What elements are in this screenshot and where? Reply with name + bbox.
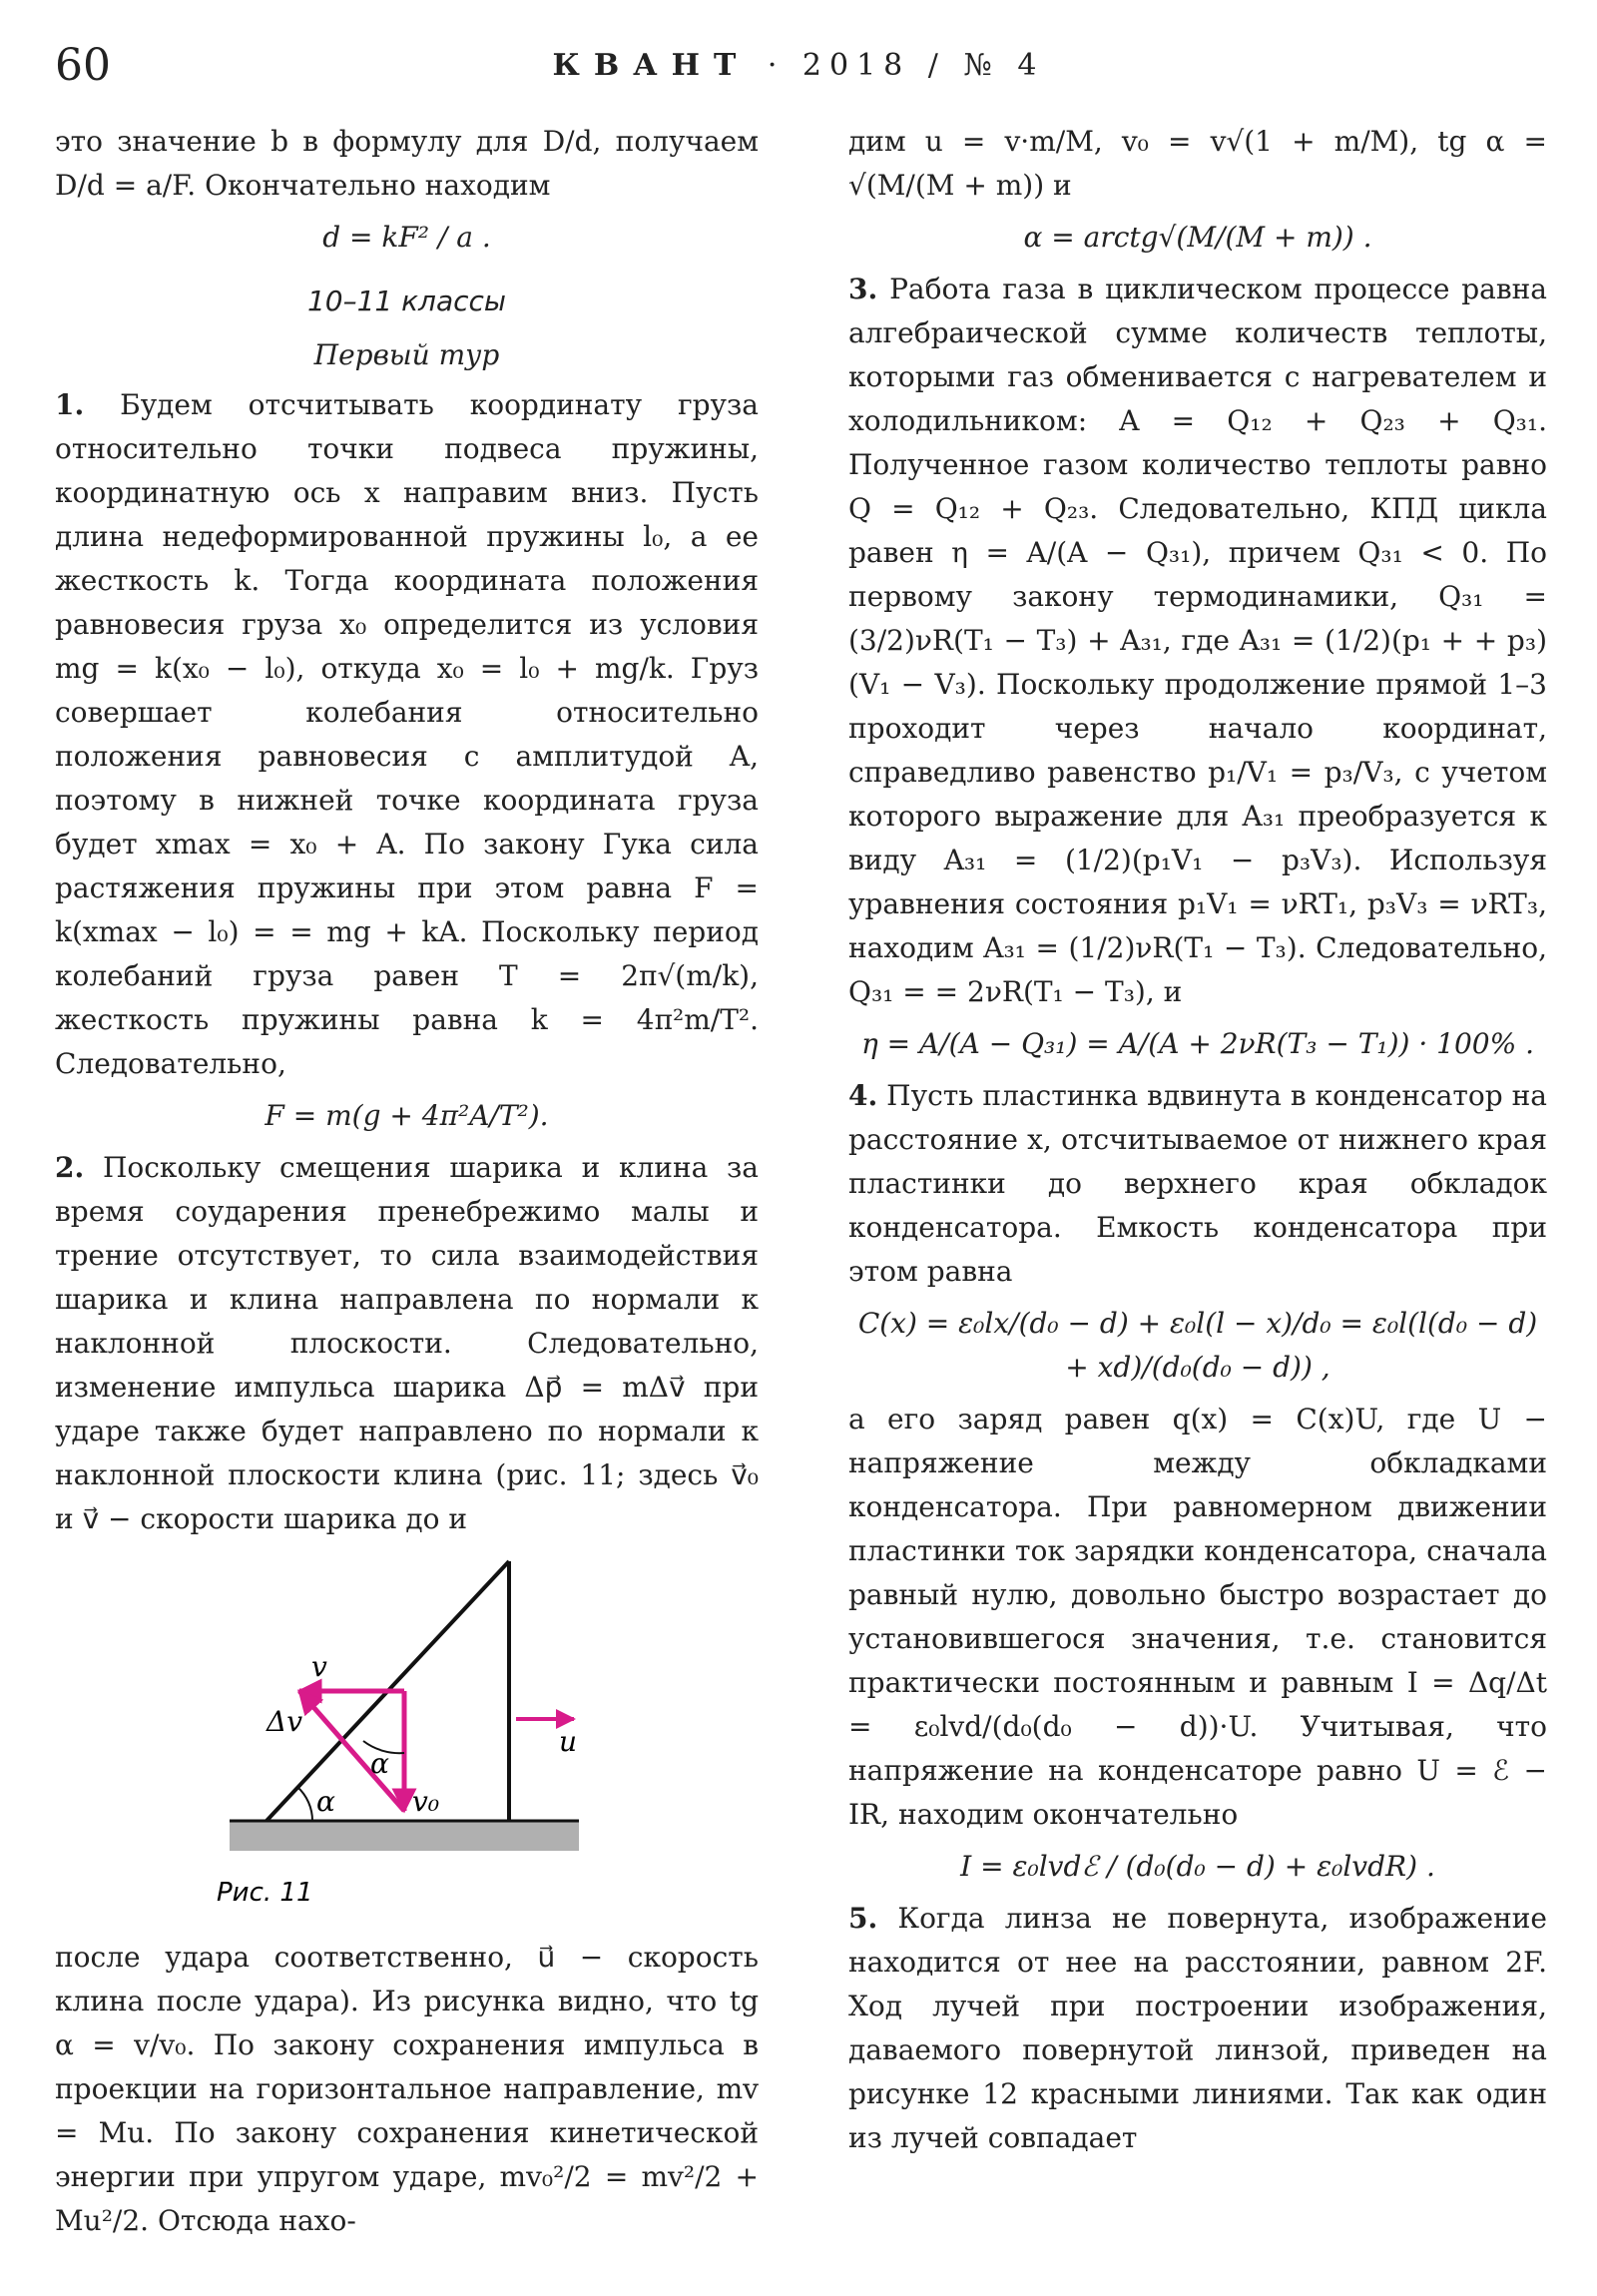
paragraph-text: Пусть пластинка вдвинута в конденсатор на расстояние x, отсчитываемое от нижнего края пластинки до верхнего края обкладок конденсатора. Емкость конденсатора при этом равна	[848, 1079, 1547, 1288]
label-alpha-top: α	[370, 1747, 389, 1780]
problem-number: 5.	[848, 1902, 878, 1935]
paragraph: после удара соответственно, u⃗ − скорость клина после удара). Из рисунка видно, что tg α = v/v₀. По закону сохранения импульса в проекции на горизонтальное направление, mv = Mu. По закону сохранения кинетической энергии при упругом ударе, mv₀²/2 = mv²/2 + Mu²/2. Отсюда нахо-	[55, 1941, 759, 2237]
paragraph: дим u = v·m/M, v₀ = v√(1 + m/M), tg α = √(M/(M + m)) и	[848, 125, 1547, 202]
label-v: v	[311, 1650, 327, 1683]
problem-1-solution	[55, 383, 759, 1086]
figure-11	[55, 1541, 759, 1936]
ground	[230, 1821, 579, 1851]
journal-header	[0, 48, 1597, 83]
equation: F = m(g + 4π²A/T²).	[265, 1099, 549, 1132]
problem-number: 2.	[55, 1151, 85, 1184]
paragraph-text: Когда линза не повернута, изображение находится от нее на расстоянии, равном 2F. Ход лучей при построении изображения, даваемого повернутой линзой, приведен на рисунке 12 красными линиями. Так как один из лучей совпадает	[848, 1902, 1547, 2154]
paragraph: а его заряд равен q(x) = C(x)U, где U − напряжение между обкладками конденсатора. При равномерном движении пластинки ток зарядки конденсатора, сначала равный нулю, довольно быстро возрастает до установившегося значения, т.е. становится практически постоянным и равным I = Δq/Δt = ε₀lvd/(d₀(d₀ − d))·U. Учитывая, что напряжение на конденсаторе равно U = ℰ − IR, находим окончательно	[848, 1403, 1547, 1831]
issue-label: 2018 / № 4	[801, 48, 1045, 83]
label-u: u	[559, 1725, 578, 1758]
header-separator: ·	[767, 48, 786, 83]
right-column	[848, 120, 1547, 2160]
wedge-collision-diagram	[55, 1541, 759, 1936]
left-column	[55, 120, 759, 2243]
equation: α = arctg√(M/(M + m)) .	[1023, 221, 1372, 254]
problem-5-solution	[848, 1897, 1547, 2160]
problem-number: 4.	[848, 1079, 878, 1112]
subsection-heading: Первый тур	[313, 338, 500, 371]
problem-number: 1.	[55, 388, 85, 421]
journal-title: КВАНТ	[552, 48, 751, 83]
equation: C(x) = ε₀lx/(d₀ − d) + ε₀l(l − x)/d₀ = ε₀l(l(d₀ − d) + xd)/(d₀(d₀ − d)) ,	[857, 1307, 1538, 1384]
problem-2-solution	[55, 1146, 759, 1541]
paragraph-text: Поскольку смещения шарика и клина за время соударения пренебрежимо малы и трение отсутствует, то сила взаимодействия шарика и клина направлена по нормали к наклонной плоскости. Следовательно, изменение импульса шарика Δp⃗ = mΔv⃗ при ударе также будет направлено по нормали к наклонной плоскости клина (рис. 11; здесь v⃗₀ и v⃗ − скорости шарика до и	[55, 1151, 759, 1535]
paragraph-text: Работа газа в циклическом процессе равна алгебраической сумме количеств теплоты, которыми газ обменивается с нагревателем и холодильником: A = Q₁₂ + Q₂₃ + Q₃₁. Полученное газом количество теплоты равно Q = Q₁₂ + Q₂₃. Следовательно, КПД цикла равен η = A/(A − Q₃₁), причем Q₃₁ < 0. По первому закону термодинамики, Q₃₁ = (3/2)νR(T₁ − T₃) + A₃₁, где A₃₁ = (1/2)(p₁ + + p₃)(V₁ − V₃). Поскольку продолжение прямой 1–3 проходит через начало координат, справедливо равенство p₁/V₁ = p₃/V₃, с учетом которого выражение для A₃₁ преобразуется к виду A₃₁ = (1/2)(p₁V₁ − p₃V₃). Используя уравнения состояния p₁V₁ = νRT₁, p₃V₃ = νRT₃, находим A₃₁ = (1/2)νR(T₁ − T₃). Следовательно, Q₃₁ = = 2νR(T₁ − T₃), и	[848, 273, 1547, 1008]
figure-caption: Рис. 11	[217, 1878, 313, 1908]
paragraph-text: Будем отсчитывать координату груза относительно точки подвеса пружины, координатную ось x направим вниз. Пусть длина недеформированной пружины l₀, а ее жесткость k. Тогда координата положения равновесия груза x₀ определится из условия mg = k(x₀ − l₀), откуда x₀ = l₀ + mg/k. Груз совершает колебания относительно положения равновесия с амплитудой A, поэтому в нижней точке координата груза будет xmax = x₀ + A. По закону Гука сила растяжения пружины при этом равна F = k(xmax − l₀) = = mg + kA. Поскольку период колебаний груза равен T = 2π√(m/k), жесткость пружины равна k = 4π²m/T². Следовательно,	[55, 388, 759, 1080]
section-heading: 10–11 классы	[306, 285, 507, 317]
equation: d = kF² / a .	[322, 221, 491, 254]
problem-3-solution	[848, 268, 1547, 1014]
problem-4-solution	[848, 1074, 1547, 1294]
label-delta-v: Δv	[266, 1705, 303, 1738]
angle-arc-base	[297, 1787, 312, 1821]
equation: η = A/(A − Q₃₁) = A/(A + 2νR(T₃ − T₁)) · 100% .	[860, 1027, 1535, 1060]
equation: I = ε₀lvdℰ / (d₀(d₀ − d) + ε₀lvdR) .	[960, 1850, 1435, 1883]
label-alpha-base: α	[316, 1785, 335, 1818]
paragraph: это значение b в формулу для D/d, получаем D/d = a/F. Окончательно находим	[55, 125, 759, 202]
page-number: 60	[55, 40, 111, 91]
label-v0: v₀	[412, 1785, 440, 1818]
problem-number: 3.	[848, 273, 878, 305]
